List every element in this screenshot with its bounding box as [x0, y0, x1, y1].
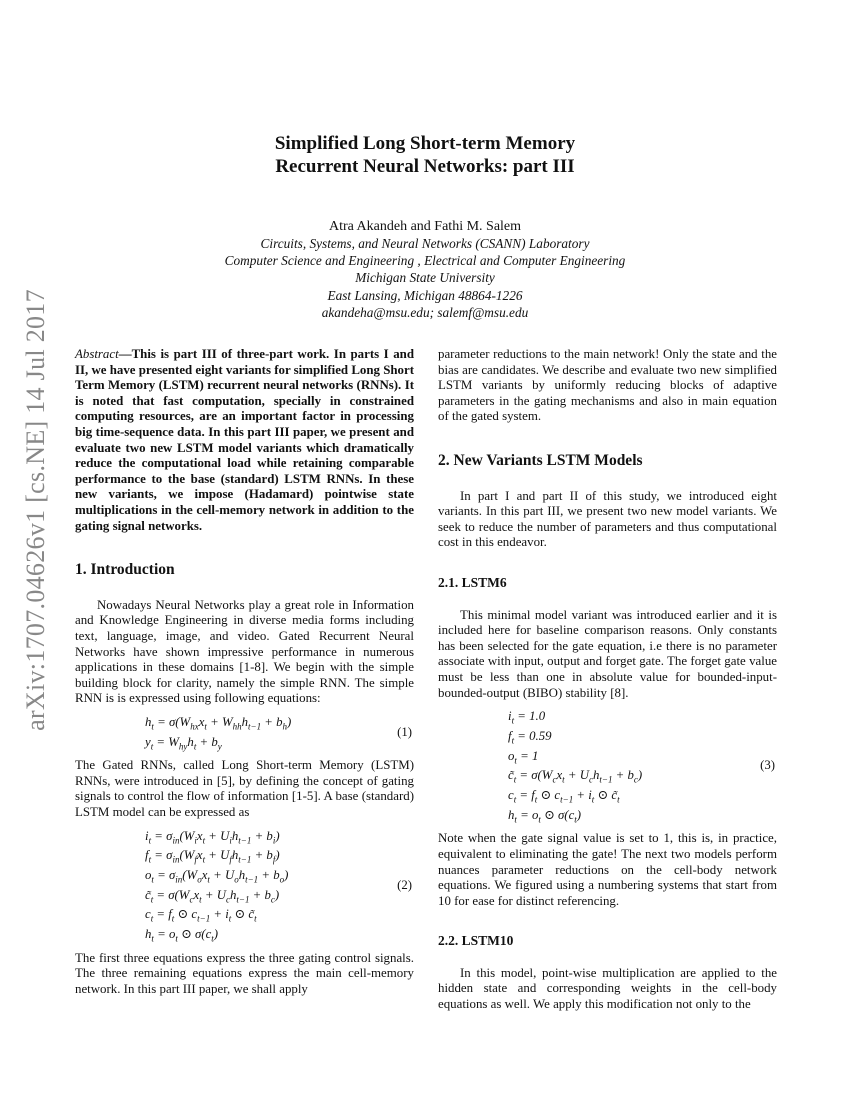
abstract: [75, 347, 414, 534]
equation-line: $c_t = f_t$ ⊙ $c_{t-1} + i_t$ ⊙ $c̃_t$: [508, 787, 620, 805]
affiliation-address: East Lansing, Michigan 48864-1226: [327, 287, 523, 303]
equation-line: $c̃_t = \sigma(W_cx_t + U_ch_{t-1} + b_c)$: [145, 887, 280, 905]
section-2-heading: 2. New Variants LSTM Models: [438, 451, 643, 469]
equation-line: $c̃_t = \sigma(W_cx_t + U_ch_{t-1} + b_c)$: [508, 768, 643, 785]
title-line-1: Simplified Long Short-term Memory: [274, 133, 576, 154]
subsection-2-1-heading: 2.1. LSTM6: [438, 574, 507, 590]
affiliation-dept: Computer Science and Engineering , Electrical and Computer Engineering: [224, 253, 626, 269]
subsection-2-2-paragraph: In this model, point-wise multiplication are applied to the hidden state and corresponding weights in the cell-body equations as well. We apply this modification not only to the: [438, 965, 777, 1012]
abstract-text: —This is part III of three-part work. In parts I and II, we have presented eight variants for simplified Long Short Term Memory (LSTM) recurrent neural networks (RNNs). It is noted that fast computation, specially in constrained computing resources, are an important factor in processing big time-sequence data. In this part III paper, we present and evaluate two new LSTM model variants which dramatically reduce the computational load while retaining comparable performance to the base (standard) LSTM RNNs. In these new variants, we impose (Hadamard) pointwise state multiplications in the cell-memory network in addition to the gating signal networks.: [75, 347, 414, 533]
right-paragraph-continued: parameter reductions to the main network! Only the state and the bias are candidates. We describe and evaluate two new simplified LSTM variants by uniformly reducing blocks of adaptive parameters in the gating mechanisms and also in main equation of the gated system.: [438, 347, 777, 424]
paragraph-after-equation-3: Note when the gate signal value is set to 1, this is, in practice, equivalent to eliminating the gate! The next two models perform nuances parameter reductions on the cell-body network equations. We figured using a numbering systems that start from 10 for ease for distinct referencing.: [438, 831, 777, 908]
equation-line: $o_t = 1$: [508, 748, 539, 766]
equation-line: $h_t = \sigma(W_{hx}x_t + W_{hh}h_{t-1} + b_h)$: [145, 714, 292, 732]
right-column: [438, 347, 777, 1013]
equation-line: $f_t = \sigma_{in}(W_fx_t + U_fh_{t-1} + b_f)$: [145, 848, 280, 865]
intro-paragraph-2: The Gated RNNs, called Long Short-term Memory (LSTM) RNNs, were introduced in [5], by defining the concept of gating signals to control the flow of information [1-5]. A base (standard) LSTM model can be expressed as: [75, 758, 414, 820]
section-1-heading: 1. Introduction: [75, 561, 175, 579]
abstract-label: Abstract: [75, 347, 119, 361]
affiliation-lab: Circuits, Systems, and Neural Networks (CSANN) Laboratory: [260, 236, 590, 251]
equation-3: [438, 707, 777, 825]
equation-line: $i_t = \sigma_{in}(W_ix_t + U_ih_{t-1} + b_i)$: [145, 828, 280, 846]
paper-title: [0, 132, 850, 178]
intro-paragraph-3: The first three equations express the three gating control signals. The three remaining equations express the main cell-memory network. In this part III paper, we shall apply: [75, 950, 414, 997]
affiliation-university: Michigan State University: [355, 270, 495, 286]
arxiv-stamp: [12, 289, 60, 731]
arxiv-stamp-text: arXiv:1707.04626v1 [cs.NE] 14 Jul 2017: [21, 289, 51, 731]
subsection-2-2-heading: 2.2. LSTM10: [438, 933, 514, 949]
equation-line: $h_t = o_t$ ⊙ $\sigma(c_t)$: [508, 807, 582, 825]
equation-line: $f_t = 0.59$: [508, 728, 552, 746]
authors: Atra Akandeh and Fathi M. Salem: [328, 219, 522, 234]
left-column: [75, 347, 414, 998]
equation-number: (3): [760, 758, 775, 773]
title-line-2: Recurrent Neural Networks: part III: [275, 156, 575, 177]
equation-2: [75, 827, 414, 945]
intro-paragraph-1: Nowadays Neural Networks play a great role in Information and Knowledge Engineering in diverse media forms including text, language, image, and video. Gated Recurrent Neural Networks have shown impressive performance in numerous applications in these domains [1-8]. We begin with the simple building block for clarity, namely the simple RNN. The simple RNN is is expressed using following equations:: [75, 597, 414, 706]
paper-header: [0, 132, 850, 321]
equation-1: [75, 713, 414, 752]
equation-line: $o_t = \sigma_{in}(W_ox_t + U_oh_{t-1} + b_o)$: [145, 868, 289, 885]
equation-line: $y_t = W_{hy}h_t + b_y$: [145, 734, 222, 752]
affiliation: [0, 235, 850, 321]
section-2-paragraph: In part I and part II of this study, we introduced eight variants. In this part III, we present two new model variants. We seek to reduce the number of parameters and thus computational cost in this endeavor.: [438, 488, 777, 550]
equation-number: (2): [397, 877, 412, 892]
equation-line: $h_t = o_t$ ⊙ $\sigma(c_t)$: [145, 927, 219, 944]
subsection-2-1-paragraph: This minimal model variant was introduced earlier and it is included here for baseline comparison reasons. Only constants has been selected for the gate equation, i.e there is no parameter associate with input, output and forget gate. The forget gate value must be less than one in absolute value for bounded-input-bounded-output (BIBO) stability [8].: [438, 607, 777, 700]
affiliation-emails: akandeha@msu.edu; salemf@msu.edu: [321, 304, 529, 320]
equation-line: $c_t = f_t$ ⊙ $c_{t-1} + i_t$ ⊙ $c̃_t$: [145, 907, 257, 925]
equation-number: (1): [397, 724, 412, 739]
equation-line: $i_t = 1.0$: [508, 709, 546, 726]
